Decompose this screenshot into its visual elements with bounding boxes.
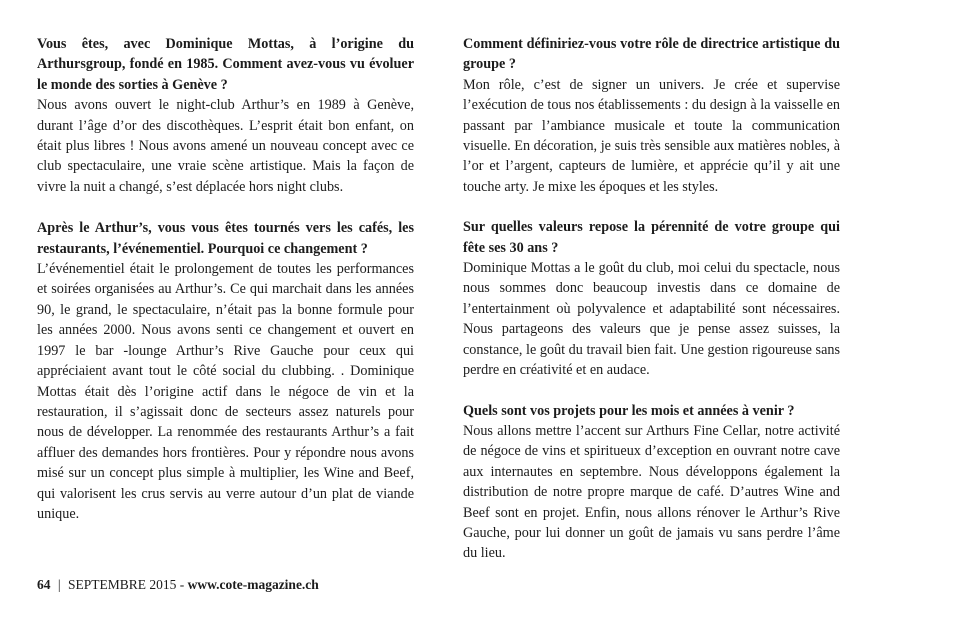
footer-dash: - <box>179 577 185 592</box>
interview-question: Sur quelles valeurs repose la pérennité de votre groupe qui fête ses 30 ans ? <box>463 219 840 256</box>
qa-block <box>37 34 414 197</box>
interview-answer: L’événementiel était le prolongement de toutes les performances et soirées organisées au Arthur’s. Ce qui marchait dans les années 90, le grand, le spectaculaire, n’était pas la bonne formule pour les années 2000. Nous avons senti ce changement et ouvert en 1997 le bar -lounge Arthur’s Rive Gauche pour ceux qui appréciaient avant tout le côté social du clubbing. . Dominique Mottas était dès l’origine actif dans le négoce de vin et la restauration, il s’agissait donc de secteurs assez naturels pour nous de développer. La renommée des restaurants Arthur’s a fait affluer des demandes hors frontières. Pour y répondre nous avons misé sur un concept plus simple à multiplier, les Wine and Beef, qui valorisent les crus servis au verre autour d’un plat de viande unique. <box>37 261 414 522</box>
page-number: 64 <box>37 577 51 592</box>
interview-question: Comment définiriez-vous votre rôle de directrice artistique du groupe ? <box>463 36 840 73</box>
interview-question: Après le Arthur’s, vous vous êtes tournés vers les cafés, les restaurants, l’événementiel. Pourquoi ce changement ? <box>37 220 414 257</box>
footer-separator: | <box>57 577 61 592</box>
qa-block <box>463 217 840 380</box>
interview-question: Vous êtes, avec Dominique Mottas, à l’origine du Arthursgroup, fondé en 1985. Comment avez-vous vu évoluer le monde des sorties à Genève ? <box>37 36 414 93</box>
qa-block <box>37 218 414 524</box>
qa-block <box>463 34 840 197</box>
interview-answer: Dominique Mottas a le goût du club, moi celui du spectacle, nous nous sommes donc beaucoup investis dans ce domaine de l’entertainment où polyvalence et adaptabilité sont nécessaires. Nous partageons des valeurs que je pense assez suisses, la constance, le goût du travail bien fait. Une gestion rigoureuse sans perdre en créativité et en audace. <box>463 260 840 379</box>
interview-answer: Mon rôle, c’est de signer un univers. Je crée et supervise l’exécution de tous nos établissements : du design à la vaisselle en passant par l’ambiance musicale et toute la communication visuelle. En décoration, je suis très sensible aux matières nobles, à l’or et l’argent, capteurs de lumière, et apprécie qu’il y ait une touche arty. Je mixe les époques et les styles. <box>463 76 840 195</box>
interview-answer: Nous allons mettre l’accent sur Arthurs Fine Cellar, notre activité de négoce de vins et spiritueux d’exception en ouvrant notre cave aux internautes en septembre. Nous développons également la distribution de notre propre marque de café. D’autres Wine and Beef sont en projet. Enfin, nous allons rénover le Arthur’s Rive Gauche, pour lui donner un goût de jamais vu sans perdre l’âme du lieu. <box>463 422 840 562</box>
right-column <box>463 34 840 584</box>
website-link[interactable]: www.cote-magazine.ch <box>187 577 319 592</box>
interview-answer: Nous avons ouvert le night-club Arthur’s en 1989 à Genève, durant l’âge d’or des discothèques. L’esprit était bon enfant, on était plus libres ! Nous avons amené un nouveau concept avec ce club spectaculaire, une vraie scène artistique. Mais la façon de vivre la nuit a changé, s’est déplacée hors night clubs. <box>37 97 414 195</box>
qa-block <box>463 401 840 564</box>
page-footer <box>37 577 319 593</box>
left-column <box>37 34 414 544</box>
interview-question: Quels sont vos projets pour les mois et années à venir ? <box>463 402 795 419</box>
issue-date: SEPTEMBRE 2015 <box>67 577 177 592</box>
